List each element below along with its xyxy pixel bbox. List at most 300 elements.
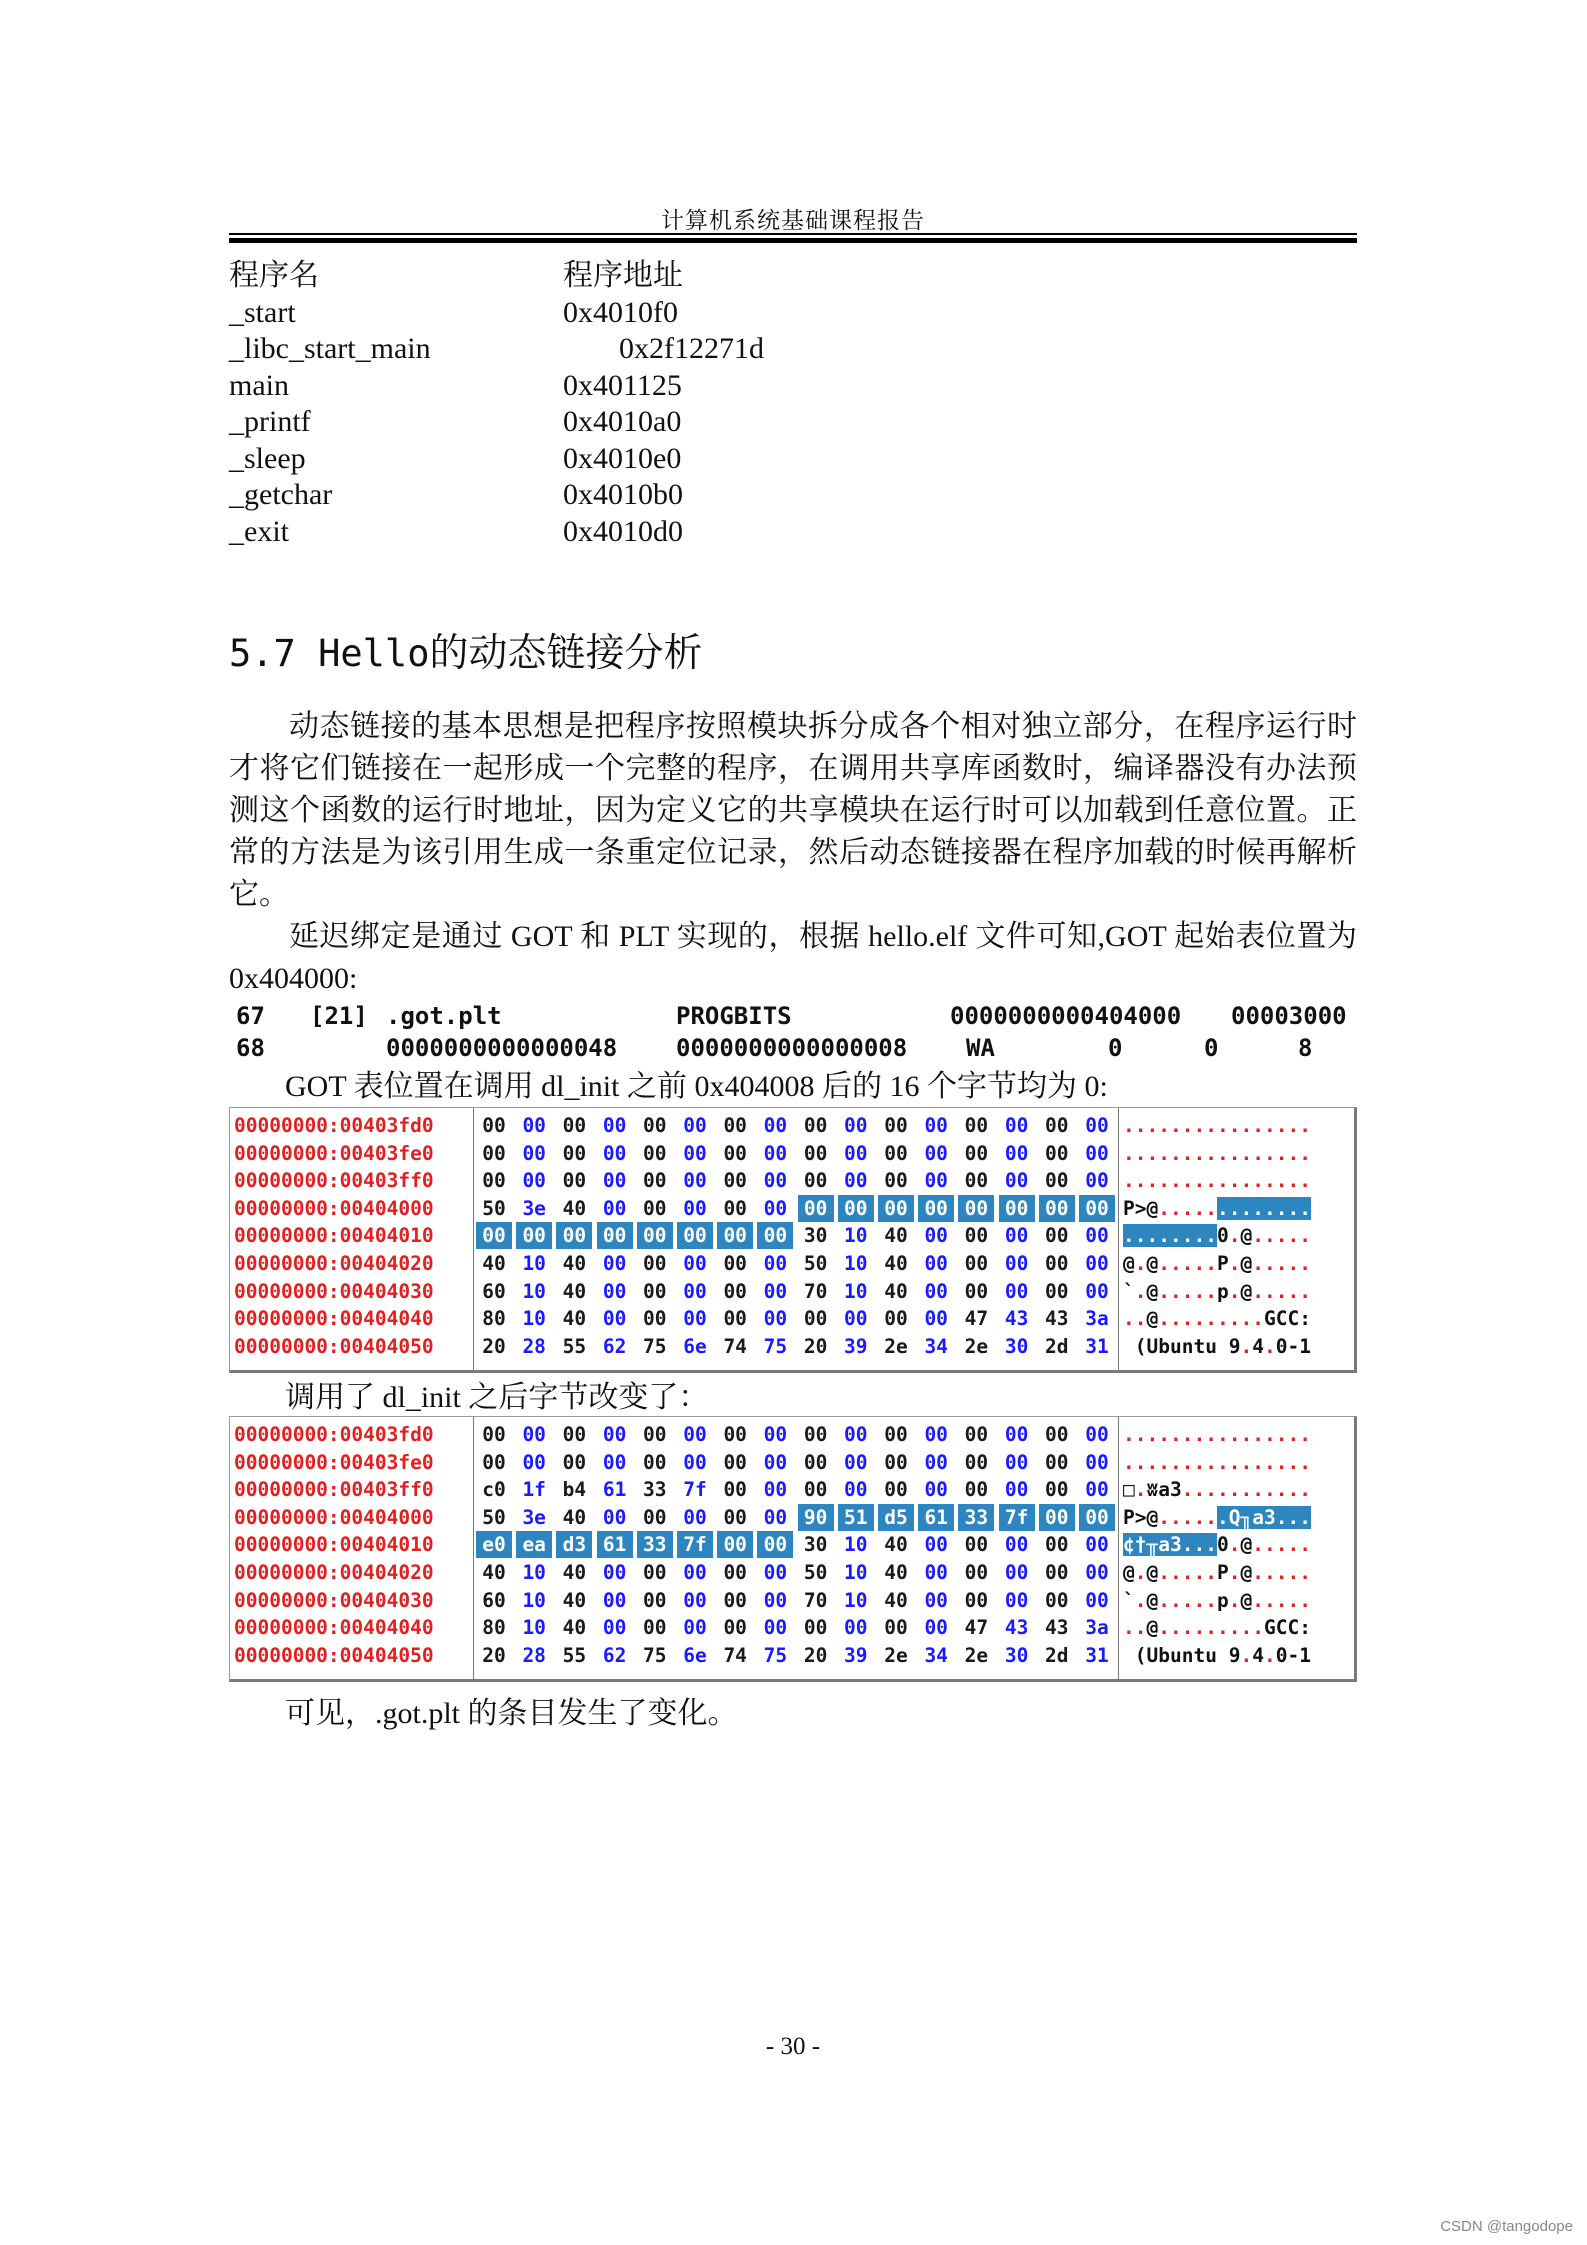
paragraph-got-before: GOT 表位置在调用 dl_init 之前 0x404008 后的 16 个字节均为 0: bbox=[285, 1070, 1108, 1103]
hex-byte: 00 bbox=[482, 1169, 506, 1193]
hex-byte: 00 bbox=[798, 1195, 834, 1222]
program-address: 0x4010f0 bbox=[563, 295, 678, 329]
hex-byte: 00 bbox=[844, 1478, 868, 1502]
hex-ascii: ................ bbox=[1123, 1114, 1311, 1137]
hex-byte: 00 bbox=[844, 1114, 868, 1137]
hex-address: 00000000:00403ff0 bbox=[234, 1169, 434, 1193]
hex-byte: 00 bbox=[1045, 1141, 1069, 1165]
hex-byte: 50 bbox=[803, 1252, 828, 1275]
program-address: 0x401125 bbox=[563, 368, 682, 402]
hex-byte: 39 bbox=[844, 1643, 868, 1667]
hex-address: 00000000:00404010 bbox=[234, 1533, 434, 1557]
hex-byte: 00 bbox=[838, 1195, 874, 1222]
program-address: 0x2f12271d bbox=[619, 332, 764, 365]
table-row bbox=[229, 331, 929, 368]
hex-byte: 00 bbox=[918, 1195, 954, 1222]
hex-address: 00000000:00403fe0 bbox=[234, 1450, 434, 1474]
hex-byte: 00 bbox=[964, 1533, 989, 1557]
hex-byte: 00 bbox=[482, 1141, 506, 1165]
hex-byte: 00 bbox=[757, 1222, 793, 1249]
hex-byte: 00 bbox=[1045, 1252, 1069, 1275]
hex-byte: 10 bbox=[522, 1588, 546, 1612]
hex-byte: 00 bbox=[924, 1252, 948, 1275]
hex-byte: 00 bbox=[1004, 1533, 1029, 1557]
hex-byte: 00 bbox=[683, 1279, 707, 1303]
hex-byte: 31 bbox=[1085, 1334, 1109, 1358]
hex-byte: 00 bbox=[964, 1450, 989, 1474]
hex-byte: b4 bbox=[562, 1478, 587, 1502]
hex-address: 00000000:00404050 bbox=[234, 1334, 434, 1358]
elf-line-number: 68 bbox=[236, 1034, 265, 1062]
hex-byte: 00 bbox=[1004, 1561, 1029, 1584]
paragraph-dynamic-linking: 动态链接的基本思想是把程序按照模块拆分成各个相对独立部分，在程序运行时才将它们链接在一起形成一个完整的程序，在调用共享库函数时，编译器没有办法预测这个函数的运行时地址，因为定义它的共享模块在运行时可以加载到任意位置。正常的方法是为该引用生成一条重定位记录，然后动态链接器在程序加载的时候再解析它。 bbox=[229, 710, 1357, 911]
header-rule-thick bbox=[229, 238, 1357, 243]
hex-byte: 00 bbox=[924, 1141, 948, 1165]
hex-byte: 00 bbox=[683, 1588, 707, 1612]
hex-byte: 00 bbox=[999, 1195, 1035, 1222]
hex-byte: 3e bbox=[522, 1505, 546, 1529]
hex-byte: 00 bbox=[643, 1141, 667, 1165]
program-name: _start bbox=[229, 295, 296, 329]
hex-byte: 00 bbox=[884, 1114, 908, 1137]
hex-byte: 00 bbox=[562, 1141, 587, 1165]
hex-byte: 61 bbox=[602, 1478, 627, 1502]
hex-byte: 2e bbox=[964, 1643, 989, 1667]
watermark: CSDN @tangodope bbox=[1440, 2218, 1573, 2235]
hex-byte: 74 bbox=[723, 1643, 747, 1667]
page-header-title: 计算机系统基础课程报告 bbox=[661, 208, 925, 233]
hex-address: 00000000:00404030 bbox=[234, 1279, 434, 1303]
hex-byte: 00 bbox=[683, 1561, 707, 1584]
hex-byte: 00 bbox=[803, 1169, 828, 1193]
hex-byte: 33 bbox=[958, 1504, 994, 1531]
hex-byte: 00 bbox=[924, 1561, 948, 1584]
hex-byte: 10 bbox=[522, 1616, 546, 1640]
hex-address: 00000000:00403fe0 bbox=[234, 1141, 434, 1165]
hex-byte: 75 bbox=[643, 1334, 667, 1358]
hex-byte: 00 bbox=[763, 1252, 788, 1275]
hex-byte: 40 bbox=[482, 1252, 506, 1275]
hex-row bbox=[230, 1140, 1354, 1167]
elf-section-name: .got.plt bbox=[386, 1002, 502, 1030]
hex-byte: 00 bbox=[803, 1114, 828, 1137]
program-name: _exit bbox=[229, 514, 289, 548]
hex-byte: 40 bbox=[562, 1196, 587, 1220]
program-name: _getchar bbox=[229, 478, 333, 511]
hex-byte: 00 bbox=[964, 1141, 989, 1165]
hex-byte: 00 bbox=[763, 1423, 788, 1446]
hex-byte: 00 bbox=[683, 1423, 707, 1446]
hex-byte: 00 bbox=[803, 1616, 828, 1640]
hex-byte: 00 bbox=[522, 1114, 546, 1137]
hex-byte: 00 bbox=[597, 1222, 633, 1249]
hex-byte: 00 bbox=[522, 1169, 546, 1193]
hex-byte: 00 bbox=[1004, 1450, 1029, 1474]
hex-byte: 00 bbox=[1045, 1423, 1069, 1446]
hex-byte: 00 bbox=[1004, 1279, 1029, 1303]
program-address-table bbox=[229, 258, 929, 550]
hex-byte: 2d bbox=[1045, 1643, 1069, 1667]
hex-row bbox=[230, 1531, 1354, 1558]
elf-line-number: 67 bbox=[236, 1002, 265, 1030]
hex-byte: 00 bbox=[763, 1588, 788, 1612]
hex-byte: 00 bbox=[683, 1505, 707, 1529]
hex-ascii: ................ bbox=[1123, 1450, 1311, 1474]
hex-byte: 00 bbox=[964, 1169, 989, 1193]
hex-byte: 2e bbox=[964, 1334, 989, 1358]
program-address: 0x4010b0 bbox=[563, 478, 683, 511]
hex-byte: 00 bbox=[964, 1252, 989, 1275]
hex-byte: 00 bbox=[964, 1224, 989, 1248]
hex-byte: 40 bbox=[562, 1252, 587, 1275]
hex-byte: 3a bbox=[1085, 1307, 1109, 1331]
program-name: _libc_start_main bbox=[229, 332, 431, 365]
hex-byte: 00 bbox=[763, 1450, 788, 1474]
hex-byte: 2d bbox=[1045, 1334, 1069, 1358]
hex-byte: 51 bbox=[838, 1504, 874, 1531]
hex-ascii: @.@.....P.@..... bbox=[1123, 1252, 1311, 1275]
program-address: 0x4010e0 bbox=[563, 441, 682, 475]
program-name: main bbox=[229, 368, 289, 402]
hex-byte: 00 bbox=[1079, 1195, 1115, 1222]
hex-byte: 00 bbox=[602, 1423, 627, 1446]
hex-byte: 31 bbox=[1085, 1643, 1109, 1667]
hex-address: 00000000:00403fd0 bbox=[234, 1423, 434, 1446]
hex-byte: 00 bbox=[964, 1279, 989, 1303]
hex-byte: 00 bbox=[964, 1478, 989, 1502]
hex-byte: 00 bbox=[1004, 1114, 1029, 1137]
hex-byte: 62 bbox=[602, 1643, 627, 1667]
hex-byte: 43 bbox=[1004, 1307, 1029, 1331]
hex-byte: 00 bbox=[878, 1195, 914, 1222]
hex-row bbox=[230, 1614, 1354, 1641]
hex-byte: 7f bbox=[683, 1478, 707, 1502]
hex-byte: 20 bbox=[482, 1334, 506, 1358]
hex-row bbox=[230, 1333, 1354, 1360]
hex-address: 00000000:00404030 bbox=[234, 1588, 434, 1612]
hex-byte: 00 bbox=[643, 1114, 667, 1137]
hex-byte: 40 bbox=[884, 1561, 908, 1584]
hex-address: 00000000:00403fd0 bbox=[234, 1114, 434, 1137]
hex-ascii: (Ubuntu 9.4.0-1 bbox=[1134, 1334, 1311, 1358]
hex-byte: 00 bbox=[643, 1252, 667, 1275]
hex-row bbox=[230, 1476, 1354, 1503]
hex-byte: 00 bbox=[717, 1531, 753, 1558]
hex-address: 00000000:00404050 bbox=[234, 1643, 434, 1667]
hex-ascii: `.@.....p.@..... bbox=[1123, 1279, 1311, 1303]
hex-ascii: @.@.....P.@..... bbox=[1123, 1561, 1311, 1584]
hex-byte: 00 bbox=[1045, 1279, 1069, 1303]
hex-byte: 00 bbox=[602, 1141, 627, 1165]
hex-byte: 00 bbox=[1045, 1533, 1069, 1557]
column-header-name: 程序名 bbox=[229, 259, 319, 292]
hex-byte: e0 bbox=[476, 1531, 512, 1558]
hex-byte: d5 bbox=[878, 1504, 914, 1531]
hex-byte: 40 bbox=[562, 1616, 587, 1640]
hex-byte: 20 bbox=[803, 1334, 828, 1358]
hex-byte: 00 bbox=[562, 1450, 587, 1474]
hex-byte: 30 bbox=[1004, 1643, 1029, 1667]
hex-byte: 00 bbox=[683, 1252, 707, 1275]
hex-byte: 00 bbox=[763, 1616, 788, 1640]
elf-section-size: 0000000000000048 bbox=[386, 1034, 618, 1062]
page-number: - 30 - bbox=[765, 2033, 821, 2060]
hex-byte: 00 bbox=[763, 1169, 788, 1193]
hex-byte: 00 bbox=[1045, 1478, 1069, 1502]
hex-byte: 40 bbox=[482, 1561, 506, 1584]
section-heading bbox=[229, 622, 703, 678]
hex-byte: 43 bbox=[1045, 1307, 1069, 1331]
hex-byte: 00 bbox=[1004, 1141, 1029, 1165]
hex-byte: 40 bbox=[884, 1252, 908, 1275]
hex-byte: 00 bbox=[844, 1169, 868, 1193]
hex-byte: 00 bbox=[884, 1478, 908, 1502]
paragraph-lazy-binding: 延迟绑定是通过 GOT 和 PLT 实现的，根据 hello.elf 文件可知,GOT 起始表位置为 0x404000: bbox=[229, 920, 1357, 995]
hex-row bbox=[230, 1642, 1354, 1669]
hex-dump-after-dl-init bbox=[229, 1416, 1357, 1682]
hex-byte: 00 bbox=[723, 1141, 747, 1165]
hex-byte: 10 bbox=[844, 1252, 868, 1275]
hex-byte: 50 bbox=[803, 1561, 828, 1584]
hex-byte: 00 bbox=[723, 1252, 747, 1275]
elf-section-header bbox=[236, 1000, 1356, 1064]
hex-byte: 00 bbox=[643, 1561, 667, 1584]
hex-byte: 00 bbox=[924, 1224, 948, 1248]
hex-byte: 00 bbox=[763, 1478, 788, 1502]
elf-section-type: PROGBITS bbox=[676, 1002, 792, 1030]
hex-byte: 00 bbox=[1045, 1588, 1069, 1612]
hex-byte: 00 bbox=[964, 1423, 989, 1446]
hex-byte: 43 bbox=[1004, 1616, 1029, 1640]
hex-byte: 33 bbox=[643, 1478, 667, 1502]
hex-byte: 10 bbox=[522, 1279, 546, 1303]
hex-byte: 00 bbox=[643, 1196, 667, 1220]
hex-byte: d3 bbox=[556, 1531, 592, 1558]
hex-byte: 00 bbox=[602, 1588, 627, 1612]
hex-address: 00000000:00404010 bbox=[234, 1224, 434, 1248]
hex-byte: 30 bbox=[803, 1224, 828, 1248]
hex-ascii: P>@......Q╖a3... bbox=[1123, 1505, 1311, 1529]
hex-byte: 00 bbox=[844, 1423, 868, 1446]
hex-byte: 00 bbox=[1085, 1224, 1109, 1248]
hex-byte: 60 bbox=[482, 1279, 506, 1303]
hex-byte: 1f bbox=[522, 1478, 546, 1502]
hex-row bbox=[230, 1504, 1354, 1531]
hex-byte: 00 bbox=[844, 1450, 868, 1474]
hex-ascii: P>@............. bbox=[1123, 1196, 1311, 1220]
hex-byte: 40 bbox=[562, 1307, 587, 1331]
hex-byte: 7f bbox=[677, 1531, 713, 1558]
hex-byte: 2e bbox=[884, 1334, 908, 1358]
hex-byte: 00 bbox=[643, 1450, 667, 1474]
program-address: 0x4010d0 bbox=[563, 514, 683, 548]
hex-row bbox=[230, 1112, 1354, 1139]
paragraph-got-after: 调用了 dl_init 之后字节改变了： bbox=[285, 1381, 709, 1414]
hex-byte: 00 bbox=[1045, 1450, 1069, 1474]
hex-byte: 34 bbox=[924, 1643, 948, 1667]
table-row bbox=[229, 514, 929, 551]
hex-byte: 00 bbox=[1079, 1504, 1115, 1531]
hex-byte: 33 bbox=[637, 1531, 673, 1558]
hex-byte: 00 bbox=[643, 1616, 667, 1640]
hex-byte: 00 bbox=[803, 1450, 828, 1474]
hex-byte: 90 bbox=[798, 1504, 834, 1531]
hex-byte: 00 bbox=[677, 1222, 713, 1249]
hex-byte: 00 bbox=[723, 1450, 747, 1474]
hex-ascii: ..@.........GCC: bbox=[1123, 1307, 1311, 1331]
program-name: _sleep bbox=[229, 441, 306, 475]
hex-byte: 00 bbox=[1085, 1450, 1109, 1474]
hex-byte: 00 bbox=[803, 1478, 828, 1502]
hex-byte: 00 bbox=[763, 1114, 788, 1137]
hex-byte: 00 bbox=[844, 1616, 868, 1640]
hex-byte: 00 bbox=[844, 1141, 868, 1165]
header-rule bbox=[229, 233, 1357, 235]
hex-ascii: ..@.........GCC: bbox=[1123, 1616, 1311, 1640]
hex-byte: 00 bbox=[924, 1533, 948, 1557]
section-number: 5.7 Hello bbox=[229, 632, 430, 675]
hex-byte: 55 bbox=[562, 1334, 587, 1358]
hex-byte: 00 bbox=[884, 1169, 908, 1193]
hex-row bbox=[230, 1222, 1354, 1249]
hex-byte: 00 bbox=[1045, 1224, 1069, 1248]
elf-section-info: 0 bbox=[1204, 1034, 1219, 1062]
hex-byte: ea bbox=[516, 1531, 552, 1558]
hex-row bbox=[230, 1587, 1354, 1614]
hex-byte: 00 bbox=[723, 1114, 747, 1137]
hex-byte: 00 bbox=[1085, 1279, 1109, 1303]
hex-ascii: ........0.@..... bbox=[1123, 1224, 1311, 1248]
hex-byte: 00 bbox=[522, 1141, 546, 1165]
hex-byte: 00 bbox=[683, 1307, 707, 1331]
hex-byte: 40 bbox=[884, 1533, 908, 1557]
hex-byte: 6e bbox=[683, 1334, 707, 1358]
hex-byte: 40 bbox=[562, 1561, 587, 1584]
hex-byte: 10 bbox=[844, 1224, 868, 1248]
hex-byte: 00 bbox=[884, 1141, 908, 1165]
hex-byte: 00 bbox=[562, 1169, 587, 1193]
hex-byte: 00 bbox=[602, 1252, 627, 1275]
hex-byte: 00 bbox=[763, 1561, 788, 1584]
hex-byte: 00 bbox=[884, 1307, 908, 1331]
hex-byte: 75 bbox=[763, 1334, 788, 1358]
hex-row bbox=[230, 1421, 1354, 1448]
hex-byte: 61 bbox=[597, 1531, 633, 1558]
section-title-text: 的动态链接分析 bbox=[429, 632, 703, 675]
hex-ascii: ................ bbox=[1123, 1141, 1311, 1165]
hex-byte: 00 bbox=[763, 1279, 788, 1303]
hex-row bbox=[230, 1305, 1354, 1332]
hex-byte: 10 bbox=[522, 1252, 546, 1275]
hex-byte: 34 bbox=[924, 1334, 948, 1358]
hex-byte: 00 bbox=[522, 1423, 546, 1446]
hex-byte: 00 bbox=[1085, 1561, 1109, 1584]
hex-byte: 40 bbox=[884, 1588, 908, 1612]
elf-section-address: 0000000000404000 bbox=[950, 1002, 1182, 1030]
hex-byte: 00 bbox=[476, 1222, 512, 1249]
hex-byte: 00 bbox=[562, 1114, 587, 1137]
hex-byte: 10 bbox=[844, 1279, 868, 1303]
hex-byte: 00 bbox=[1085, 1478, 1109, 1502]
hex-byte: 40 bbox=[562, 1279, 587, 1303]
hex-byte: 40 bbox=[884, 1279, 908, 1303]
hex-byte: 00 bbox=[602, 1307, 627, 1331]
hex-byte: 00 bbox=[964, 1114, 989, 1137]
column-header-address: 程序地址 bbox=[563, 259, 683, 292]
hex-byte: 00 bbox=[1085, 1141, 1109, 1165]
hex-byte: 00 bbox=[884, 1450, 908, 1474]
hex-byte: 00 bbox=[683, 1114, 707, 1137]
hex-byte: 50 bbox=[482, 1505, 506, 1529]
table-row bbox=[229, 295, 929, 332]
hex-byte: 00 bbox=[723, 1478, 747, 1502]
hex-byte: 00 bbox=[643, 1505, 667, 1529]
hex-row bbox=[230, 1167, 1354, 1194]
hex-byte: 00 bbox=[924, 1478, 948, 1502]
hex-byte: 10 bbox=[522, 1561, 546, 1584]
hex-byte: 00 bbox=[884, 1616, 908, 1640]
hex-byte: 00 bbox=[516, 1222, 552, 1249]
elf-section-flags: WA bbox=[966, 1034, 995, 1062]
hex-byte: 75 bbox=[643, 1643, 667, 1667]
hex-byte: 10 bbox=[844, 1561, 868, 1584]
hex-byte: 00 bbox=[1004, 1252, 1029, 1275]
hex-byte: 00 bbox=[723, 1423, 747, 1446]
hex-byte: 00 bbox=[924, 1588, 948, 1612]
hex-byte: 20 bbox=[482, 1643, 506, 1667]
elf-section-link: 0 bbox=[1108, 1034, 1123, 1062]
paragraph-conclusion: 可见，.got.plt 的条目发生了变化。 bbox=[285, 1697, 738, 1730]
hex-byte: 00 bbox=[964, 1561, 989, 1584]
hex-byte: 80 bbox=[482, 1616, 506, 1640]
hex-row bbox=[230, 1449, 1354, 1476]
hex-byte: 00 bbox=[637, 1222, 673, 1249]
hex-byte: 75 bbox=[763, 1643, 788, 1667]
hex-byte: 00 bbox=[924, 1616, 948, 1640]
hex-byte: 00 bbox=[602, 1616, 627, 1640]
hex-byte: 55 bbox=[562, 1643, 587, 1667]
program-name: _printf bbox=[229, 405, 311, 438]
hex-byte: 80 bbox=[482, 1307, 506, 1331]
hex-byte: 00 bbox=[924, 1279, 948, 1303]
hex-byte: c0 bbox=[482, 1478, 506, 1502]
table-row bbox=[229, 404, 929, 441]
hex-address: 00000000:00404040 bbox=[234, 1616, 434, 1640]
hex-byte: 00 bbox=[482, 1423, 506, 1446]
hex-ascii: ¢†╥a3...0.@..... bbox=[1123, 1533, 1311, 1557]
hex-byte: 00 bbox=[1045, 1114, 1069, 1137]
hex-byte: 47 bbox=[964, 1616, 989, 1640]
hex-byte: 00 bbox=[556, 1222, 592, 1249]
hex-byte: 70 bbox=[803, 1588, 828, 1612]
hex-address: 00000000:00404020 bbox=[234, 1252, 434, 1275]
hex-ascii: `.@.....p.@..... bbox=[1123, 1588, 1311, 1612]
hex-row bbox=[230, 1250, 1354, 1277]
table-row bbox=[229, 441, 929, 478]
hex-byte: 00 bbox=[1039, 1504, 1075, 1531]
hex-byte: 00 bbox=[723, 1561, 747, 1584]
hex-byte: 00 bbox=[803, 1141, 828, 1165]
hex-byte: 00 bbox=[683, 1141, 707, 1165]
hex-byte: 62 bbox=[602, 1334, 627, 1358]
elf-section-index: [21] bbox=[310, 1002, 368, 1030]
hex-byte: 74 bbox=[723, 1334, 747, 1358]
hex-byte: 00 bbox=[723, 1279, 747, 1303]
hex-byte: 00 bbox=[482, 1450, 506, 1474]
hex-byte: 00 bbox=[602, 1114, 627, 1137]
hex-byte: 00 bbox=[1004, 1169, 1029, 1193]
table-header-row bbox=[229, 258, 929, 295]
